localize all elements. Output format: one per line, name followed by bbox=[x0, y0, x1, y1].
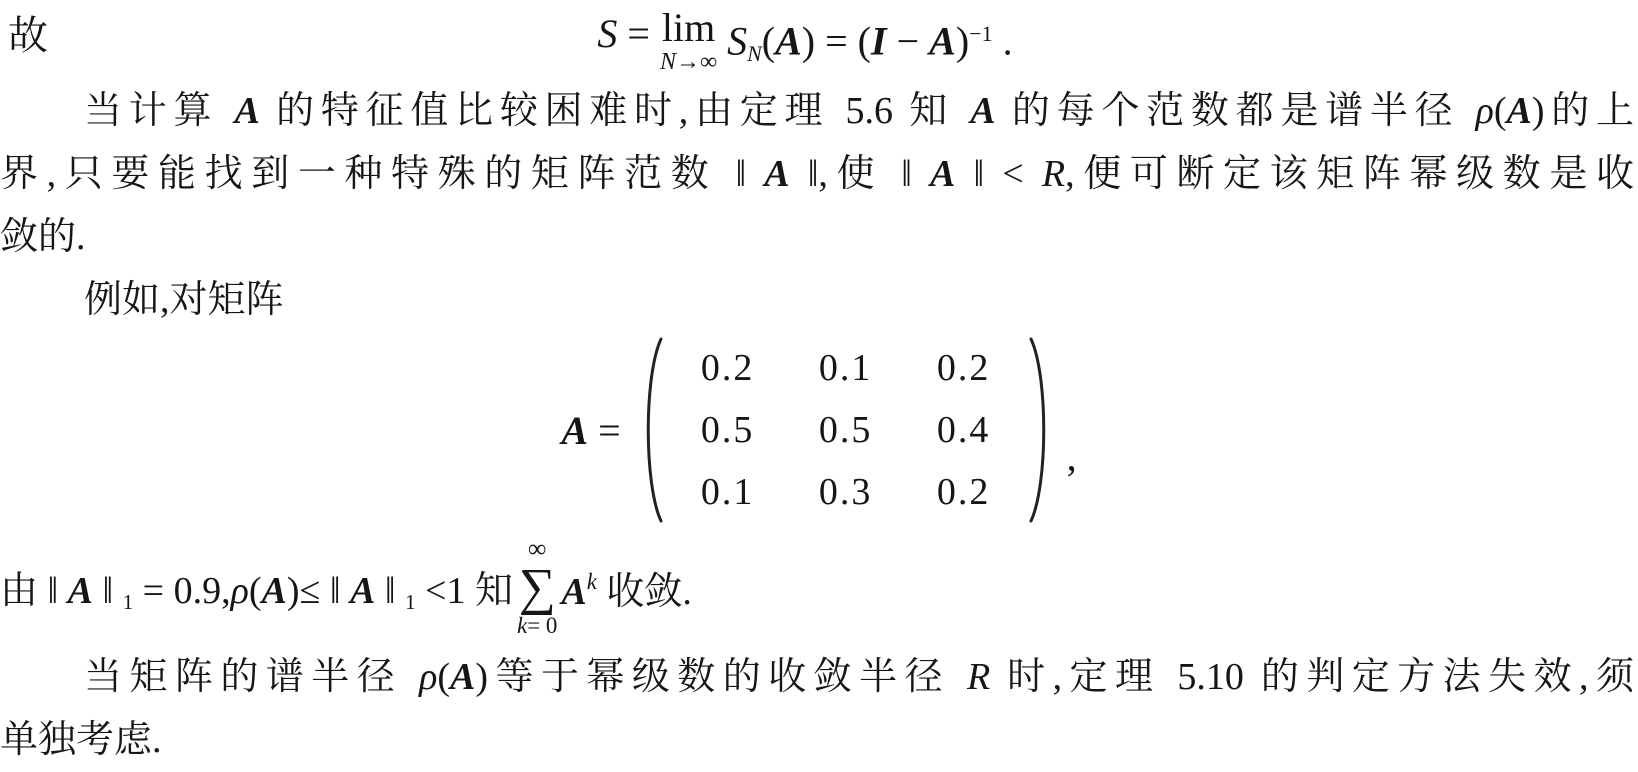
right-paren-icon bbox=[1027, 334, 1057, 526]
paragraph1-line2: 界,只要能找到一种特殊的矩阵范数 ‖ A ‖,使 ‖ A ‖ < R,便可断定该矩阵幂级数是收 bbox=[0, 153, 1634, 195]
paragraph2-line1: 例如,对矩阵 bbox=[84, 279, 284, 321]
matrix-cell: 0.5 bbox=[818, 409, 873, 451]
sigma-icon: ∑ bbox=[518, 559, 556, 616]
sum-lower-limit: k= 0 bbox=[516, 613, 558, 638]
norm-line-post: $A^k$ 收敛. bbox=[561, 568, 692, 613]
matrix-grid bbox=[669, 337, 1023, 523]
norm-summation-line bbox=[0, 528, 1638, 646]
matrix-cell: 0.1 bbox=[700, 471, 755, 513]
matrix-trailing-comma: , bbox=[1066, 433, 1077, 479]
paragraph3-line2: 单独考虑. bbox=[0, 719, 162, 761]
norm-line-pre: 由 ‖ A ‖ 1 = 0.9,ρ(A)≤ ‖ A ‖ 1 <1 知 bbox=[0, 570, 513, 614]
matrix-cell: 0.4 bbox=[936, 409, 991, 451]
matrix-cell: 0.2 bbox=[936, 471, 991, 513]
matrix-label: A = bbox=[561, 407, 621, 453]
paragraph1-line3: 敛的. bbox=[0, 216, 86, 258]
limit-operator bbox=[660, 6, 717, 74]
paragraph3-line1: 当矩阵的谱半径 ρ(A)等于幂级数的收敛半径 R 时,定理 5.10 的判定方法失效,须 bbox=[84, 656, 1634, 698]
intro-word: 故 bbox=[8, 13, 48, 58]
matrix-display bbox=[0, 332, 1638, 528]
sum-upper-limit: ∞ bbox=[527, 534, 547, 563]
matrix-cell: 0.3 bbox=[818, 471, 873, 513]
matrix-cell: 0.2 bbox=[700, 347, 755, 389]
matrix-cell: 0.2 bbox=[936, 347, 991, 389]
limit-formula bbox=[0, 0, 1624, 82]
formula-rhs: $SN(A) = (I - A)^{-1}$ . bbox=[727, 18, 1013, 66]
formula-lhs: S = bbox=[597, 11, 650, 56]
paragraph1-line1: 当计算 A 的特征值比较困难时,由定理 5.6 知 A 的每个范数都是谱半径 ρ(A)的上 bbox=[84, 90, 1634, 132]
display-formula-row bbox=[0, 0, 1638, 80]
lim-word: lim bbox=[661, 5, 716, 50]
matrix-cell: 0.5 bbox=[700, 409, 755, 451]
lim-subscript: N→∞ bbox=[659, 49, 718, 75]
left-paren-icon bbox=[635, 334, 665, 526]
summation-operator bbox=[516, 534, 558, 638]
matrix-cell: 0.1 bbox=[818, 347, 873, 389]
